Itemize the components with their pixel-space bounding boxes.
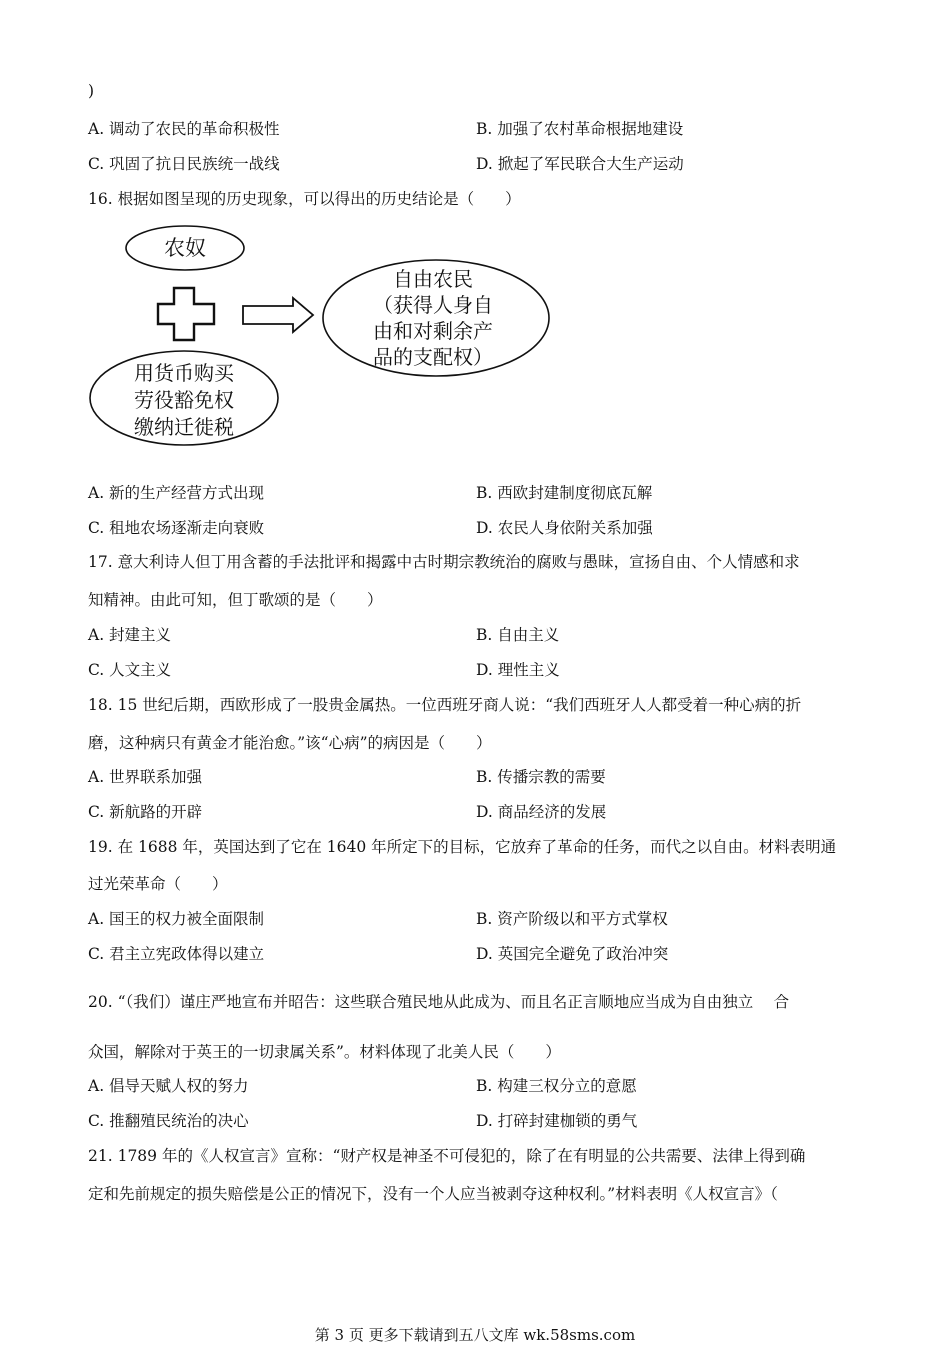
q17-option-d: D. 理性主义 (476, 661, 560, 679)
q15-stem-tail: ) (88, 82, 95, 100)
q16-option-a: A. 新的生产经营方式出现 (88, 484, 265, 502)
plus-icon (158, 288, 214, 340)
q18-option-a: A. 世界联系加强 (88, 768, 203, 786)
q17-stem-line-1: 17. 意大利诗人但丁用含蓄的手法批评和揭露中古时期宗教统治的腐败与愚昧，宣扬自由、个人情感和求 (88, 553, 800, 571)
right-oval-line-4: 品的支配权） (373, 345, 493, 369)
q18-stem-line-1: 18. 15 世纪后期，西欧形成了一股贵金属热。一位西班牙商人说：“我们西班牙人人都受着一种心病的折 (88, 696, 802, 714)
right-oval-line-2: （获得人身自 (373, 293, 493, 317)
q21-stem-line-1: 21. 1789 年的《人权宣言》宣称：“财产权是神圣不可侵犯的，除了在有明显的公共需要、法律上得到确 (88, 1147, 806, 1165)
q18-option-d: D. 商品经济的发展 (476, 803, 607, 821)
q20-option-b: B. 构建三权分立的意愿 (476, 1077, 637, 1095)
q17-option-c: C. 人文主义 (88, 661, 172, 679)
q19-stem-line-2: 过光荣革命（ ） (88, 875, 228, 893)
q20-option-c: C. 推翻殖民统治的决心 (88, 1112, 249, 1130)
q19-option-d: D. 英国完全避免了政治冲突 (476, 945, 669, 963)
q15-option-c: C. 巩固了抗日民族统一战线 (88, 155, 280, 173)
q19-stem-line-1: 19. 在 1688 年，英国达到了它在 1640 年所定下的目标，它放弃了革命的任务，而代之以自由。材料表明通 (88, 838, 837, 856)
q17-stem-line-2: 知精神。由此可知，但丁歌颂的是（ ） (88, 591, 383, 609)
q15-option-d: D. 掀起了军民联合大生产运动 (476, 155, 684, 173)
top-oval-label: 农奴 (164, 236, 206, 260)
q18-stem-line-2: 磨，这种病只有黄金才能治愈。”该“心病”的病因是（ ） (88, 734, 492, 752)
q20-option-d: D. 打碎封建枷锁的勇气 (476, 1112, 638, 1130)
page-footer: 第 3 页 更多下载请到五八文库 wk.58sms.com (314, 1326, 636, 1344)
bottom-oval-line-3: 缴纳迁徙税 (134, 415, 234, 439)
q15-option-a: A. 调动了农民的革命积极性 (88, 120, 280, 138)
bottom-oval-line-1: 用货币购买 (134, 361, 234, 385)
q21-stem-line-2: 定和先前规定的损失赔偿是公正的情况下，没有一个人应当被剥夺这种权利。”材料表明《人权宣言》（ (88, 1185, 778, 1203)
arrow-right-icon (243, 298, 313, 332)
q16-option-d: D. 农民人身依附关系加强 (476, 519, 653, 537)
right-oval-line-1: 自由农民 (393, 267, 473, 291)
q16-stem: 16. 根据如图呈现的历史现象，可以得出的历史结论是（ ） (88, 190, 521, 208)
right-oval-line-3: 由和对剩余产 (373, 319, 493, 343)
q15-option-b: B. 加强了农村革命根据地建设 (476, 120, 684, 138)
bottom-oval-line-2: 劳役豁免权 (134, 388, 234, 412)
q16-option-b: B. 西欧封建制度彻底瓦解 (476, 484, 653, 502)
q18-option-b: B. 传播宗教的需要 (476, 768, 606, 786)
q17-option-a: A. 封建主义 (88, 626, 172, 644)
q19-option-b: B. 资产阶级以和平方式掌权 (476, 910, 668, 928)
q16-diagram (88, 222, 558, 452)
q16-option-c: C. 租地农场逐渐走向衰败 (88, 519, 265, 537)
q20-stem-line-2: 众国，解除对于英王的一切隶属关系”。材料体现了北美人民（ ） (88, 1043, 561, 1061)
q19-option-c: C. 君主立宪政体得以建立 (88, 945, 265, 963)
q19-option-a: A. 国王的权力被全面限制 (88, 910, 265, 928)
q18-option-c: C. 新航路的开辟 (88, 803, 203, 821)
q20-option-a: A. 倡导天赋人权的努力 (88, 1077, 249, 1095)
q17-option-b: B. 自由主义 (476, 626, 560, 644)
q20-stem-line-1: 20. “（我们）谨庄严地宣布并昭告：这些联合殖民地从此成为、而且名正言顺地应当成为自由独立 合 (88, 993, 790, 1011)
